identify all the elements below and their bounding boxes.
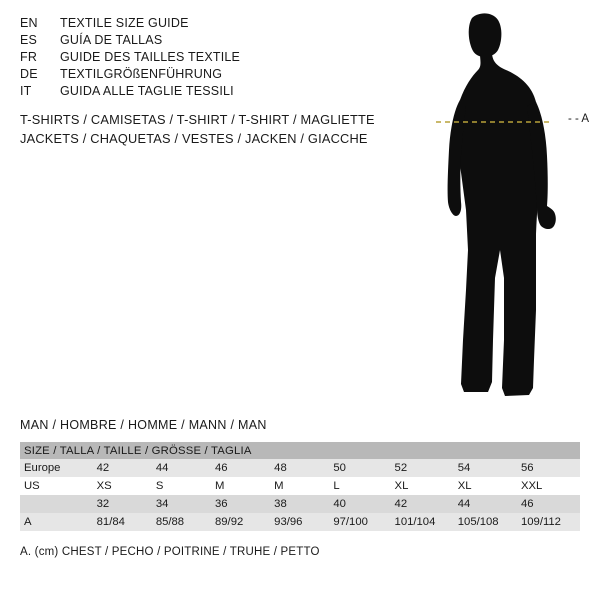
cell: 48 — [274, 462, 287, 474]
language-code: DE — [20, 67, 38, 81]
cell: 34 — [155, 498, 169, 510]
cell: 38 — [274, 498, 287, 510]
cell: 42 — [394, 498, 408, 510]
cell: M — [274, 480, 284, 492]
language-text: GUIDA ALLE TAGLIE TESSILI — [60, 84, 234, 98]
cell: M — [214, 480, 225, 492]
language-code: IT — [20, 84, 32, 98]
cell: XXL — [520, 480, 543, 492]
row-label: A — [24, 516, 32, 528]
category-line-tshirts: T-SHIRTS / CAMISETAS / T-SHIRT / T-SHIRT / MAGLIETTE — [20, 112, 375, 127]
language-code: FR — [20, 50, 38, 64]
language-header-block — [20, 16, 390, 101]
category-line-jackets: JACKETS / CHAQUETAS / VESTES / JACKEN / GIACCHE — [20, 131, 368, 146]
cell: 32 — [96, 498, 110, 510]
cell: 44 — [155, 462, 169, 474]
language-text: TEXTILE SIZE GUIDE — [60, 16, 189, 30]
cell: 109/112 — [520, 516, 561, 528]
row-label: US — [24, 480, 40, 492]
table-title: MAN / HOMBRE / HOMME / MANN / MAN — [20, 418, 267, 432]
cell: 56 — [520, 462, 534, 474]
language-row — [20, 84, 390, 101]
cell: XL — [457, 480, 472, 492]
cell: 97/100 — [333, 516, 368, 528]
cell: 40 — [333, 498, 346, 510]
category-block — [20, 110, 440, 148]
cell: 46 — [214, 462, 228, 474]
language-text: TEXTILGRÖßENFÜHRUNG — [60, 67, 223, 81]
table-row — [20, 477, 580, 495]
cell: 44 — [457, 498, 471, 510]
cell: 101/104 — [394, 516, 436, 528]
cell: 93/96 — [274, 516, 303, 528]
cell: 54 — [457, 462, 471, 474]
measure-marker-a: A — [581, 113, 590, 125]
language-row — [20, 33, 390, 50]
row-label: Europe — [24, 462, 61, 474]
table-row — [20, 459, 580, 477]
male-silhouette-figure — [400, 10, 600, 410]
cell: 89/92 — [214, 516, 244, 528]
measure-dash: - - — [568, 113, 579, 125]
cell: 50 — [333, 462, 346, 474]
language-text: GUIDE DES TAILLES TEXTILE — [60, 50, 241, 64]
cell: L — [333, 480, 340, 492]
size-table-body — [20, 459, 580, 531]
row-label — [20, 495, 93, 513]
footnote-chest-measurement: A. (cm) CHEST / PECHO / POITRINE / TRUHE / PETTO — [20, 546, 320, 558]
cell: 52 — [394, 462, 408, 474]
size-table-header-label: SIZE / TALLA / TAILLE / GRÖSSE / TAGLIA — [24, 444, 252, 457]
chest-measure-label — [568, 113, 589, 125]
cell: 46 — [520, 498, 534, 510]
language-row — [20, 16, 390, 33]
table-row — [20, 513, 580, 531]
table-header-row — [20, 442, 580, 459]
language-text: GUÍA DE TALLAS — [60, 33, 163, 47]
language-code: ES — [20, 33, 38, 47]
cell: 81/84 — [96, 516, 125, 528]
language-row — [20, 67, 390, 84]
cell: XS — [96, 480, 112, 492]
cell: 36 — [214, 498, 228, 510]
language-row — [20, 50, 390, 67]
table-row — [20, 495, 580, 513]
size-table — [20, 442, 580, 531]
language-code: EN — [20, 16, 38, 30]
size-table-head — [20, 442, 580, 459]
cell: XL — [394, 480, 409, 492]
cell: 85/88 — [155, 516, 185, 528]
cell: 105/108 — [457, 516, 499, 528]
cell: 42 — [96, 462, 110, 474]
cell: S — [155, 480, 164, 492]
